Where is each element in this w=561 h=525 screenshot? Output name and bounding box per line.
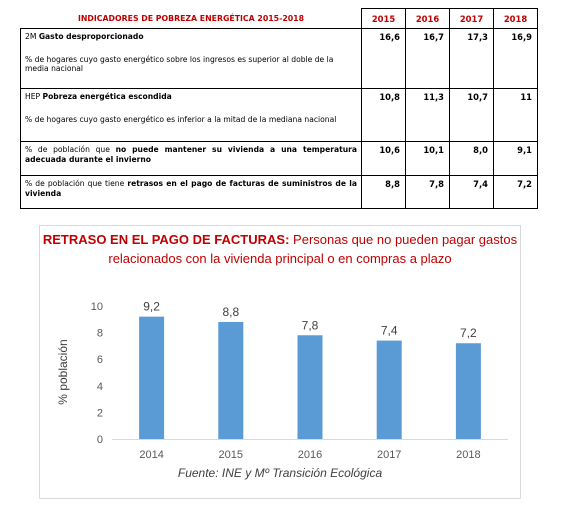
table-cell-value: 10,1 [406, 142, 450, 176]
indicator-code: HEP [25, 92, 41, 101]
x-tick-label: 2017 [376, 449, 402, 461]
y-axis-title: % población [56, 339, 70, 405]
y-tick-label: 8 [96, 327, 103, 340]
indicator-name: retrasos en el pago de facturas de suministros de la vivienda [25, 179, 357, 198]
table-cell-value: 8,8 [362, 176, 406, 209]
year-header: 2015 [362, 9, 406, 29]
bar-plot [40, 226, 520, 498]
bar-value-label: 7,4 [380, 323, 398, 338]
table-cell-value: 10,8 [362, 89, 406, 142]
table-cell-value: 7,4 [450, 176, 494, 209]
y-tick-label: 2 [96, 407, 103, 420]
y-tick-label: 10 [90, 301, 103, 313]
y-tick-label: 4 [96, 380, 103, 393]
table-title: INDICADORES DE POBREZA ENERGÉTICA 2015-2018 [21, 9, 362, 29]
x-tick-label: 2016 [297, 449, 323, 461]
table-cell-value: 16,6 [362, 29, 406, 89]
bar-value-label: 7,2 [460, 326, 477, 341]
table-cell-value: 17,3 [450, 29, 494, 89]
indicator-cell [21, 176, 362, 209]
year-header: 2017 [450, 9, 494, 29]
table-row [21, 29, 538, 89]
bar [298, 335, 323, 439]
y-tick-label: 0 [96, 434, 103, 446]
year-header: 2016 [406, 9, 450, 29]
year-header: 2018 [494, 9, 538, 29]
bar-value-label: 9,2 [143, 299, 160, 314]
table-cell-value: 9,1 [494, 142, 538, 176]
table-cell-value: 11 [494, 89, 538, 142]
indicator-description: % de hogares cuyo gasto energético es inferior a la mitad de la mediana nacional [25, 115, 337, 124]
indicator-cell [21, 142, 362, 176]
table-row [21, 142, 538, 176]
indicator-cell [21, 29, 362, 89]
table-cell-value: 16,9 [494, 29, 538, 89]
indicator-code: 2M [25, 32, 37, 41]
table-row [21, 89, 538, 142]
indicator-prefix: % de población que [25, 145, 110, 154]
table-header-row [21, 9, 538, 29]
chart-title-bold: RETRASO EN EL PAGO DE FACTURAS: [42, 232, 290, 247]
x-tick-label: 2015 [218, 449, 244, 461]
table-row [21, 176, 538, 209]
indicator-prefix: % de población que tiene [25, 179, 125, 188]
table-cell-value: 10,6 [362, 142, 406, 176]
y-tick-label: 6 [96, 354, 103, 367]
bar [139, 317, 164, 439]
table-cell-value: 11,3 [406, 89, 450, 142]
indicators-table [20, 8, 538, 209]
table-cell-value: 7,8 [406, 176, 450, 209]
bar-value-label: 8,8 [222, 304, 240, 319]
indicator-description: % de hogares cuyo gasto energético sobre los ingresos es superior al doble de la media nacional [25, 55, 334, 74]
indicator-cell [21, 89, 362, 142]
table-cell-value: 16,7 [406, 29, 450, 89]
bar [456, 343, 481, 439]
bar [377, 341, 402, 439]
table-cell-value: 10,7 [450, 89, 494, 142]
indicator-name: Pobreza energética escondida [42, 92, 172, 101]
bar-value-label: 7,8 [301, 318, 319, 333]
indicator-name: no puede mantener su vivienda a una temperatura adecuada durante el invierno [25, 145, 357, 164]
table-cell-value: 8,0 [450, 142, 494, 176]
x-tick-label: 2014 [139, 449, 164, 461]
indicator-name: Gasto desproporcionado [38, 32, 144, 41]
bar [218, 322, 243, 439]
chart-source: Fuente: INE y Mº Transición Ecológica [177, 466, 383, 480]
x-tick-label: 2018 [456, 449, 481, 461]
late-payment-chart [39, 225, 521, 499]
chart-title-text: Personas que no pueden pagar gastos relacionados con la vivienda principal o en compras a plazo [108, 232, 518, 266]
table-cell-value: 7,2 [494, 176, 538, 209]
